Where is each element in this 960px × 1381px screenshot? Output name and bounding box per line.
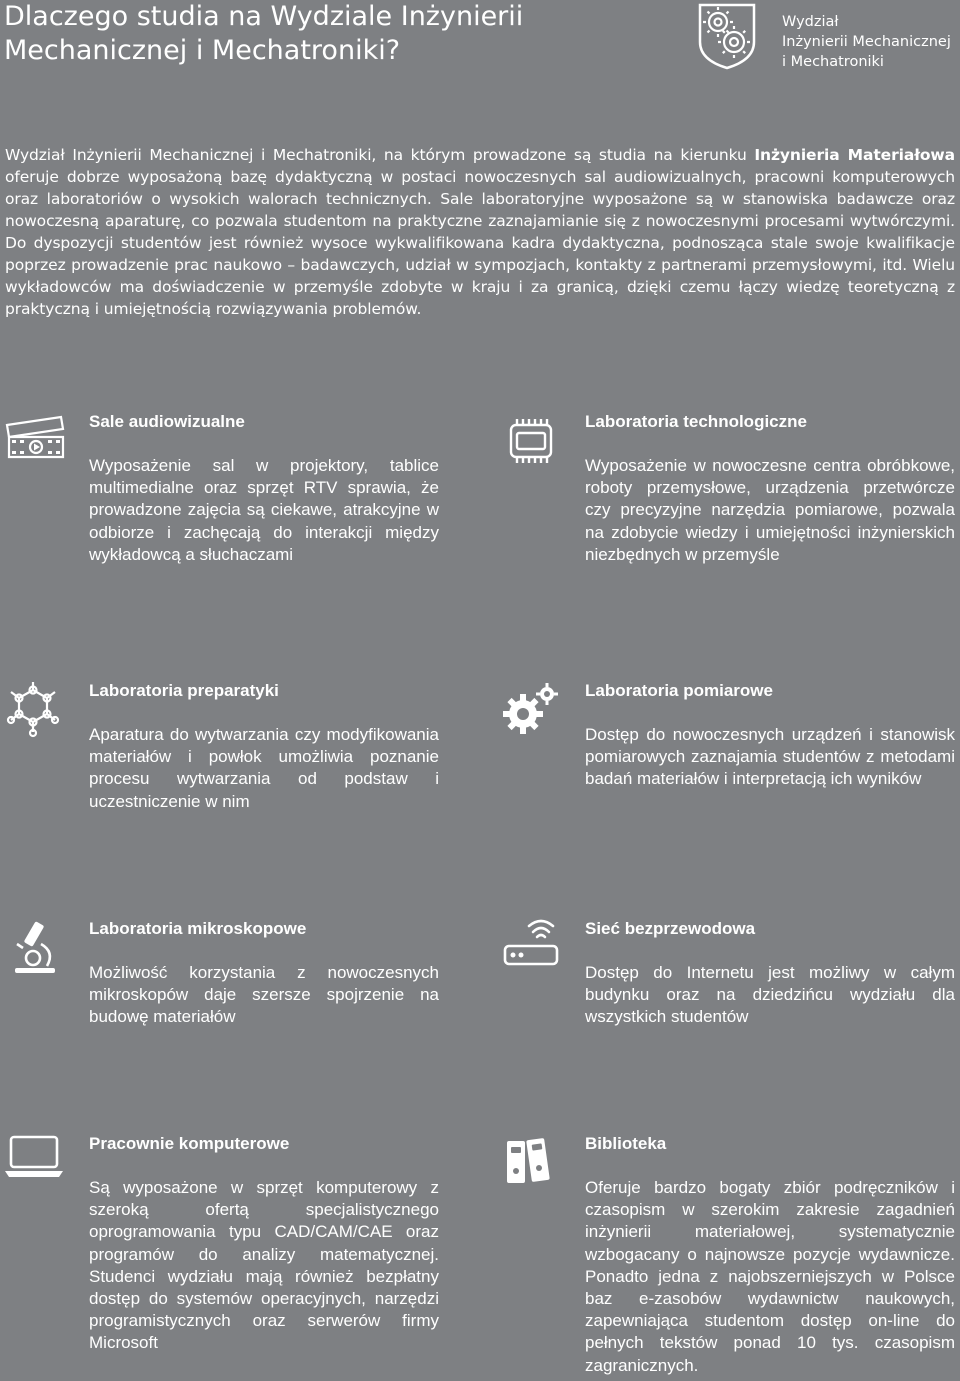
feature-description: Dostęp do nowoczesnych urządzeń i stanowisk pomiarowych zaznajamia studentów z metodami badań materiałów i interpretacją ich wyników xyxy=(585,725,955,789)
intro-text: Wydział Inżynierii Mechanicznej i Mechatroniki, na którym prowadzone są studia na kierunku xyxy=(5,146,755,164)
feature-title: Sieć bezprzewodowa xyxy=(585,919,756,938)
feature-description: Wyposażenie sal w projektory, tablice multimedialne oraz sprzęt RTV sprawia, że prowadzone zajęcia są ciekawe, atrakcyjne w odbiorze i zachęcają do interakcji między wykładowcą a słuchaczami xyxy=(89,456,439,564)
feature-title: Laboratoria mikroskopowe xyxy=(89,919,307,938)
wifi-router-icon xyxy=(499,918,563,978)
film-icon xyxy=(3,411,67,471)
feature-description: Dostęp do Internetu jest możliwy w całym budynku oraz na dziedzińcu wydziału dla wszystkich studentów xyxy=(585,963,955,1027)
logo-line: Inżynierii Mechanicznej xyxy=(782,34,951,50)
intro-paragraph xyxy=(5,144,955,320)
feature-audiovisual xyxy=(89,411,439,566)
page-title: Dlaczego studia na Wydziale Inżynierii Mechanicznej i Mechatroniki? xyxy=(4,1,524,66)
feature-measurement-labs xyxy=(585,680,955,791)
feature-description: Możliwość korzystania z nowoczesnych mikroskopów daje szersze spojrzenie na budowę materiałów xyxy=(89,963,439,1027)
logo-line: Wydział xyxy=(782,14,839,30)
faculty-logo-text xyxy=(782,12,960,72)
intro-bold-program: Inżynieria Materiałowa xyxy=(754,146,955,164)
feature-title: Biblioteka xyxy=(585,1134,667,1153)
feature-description: Aparatura do wytwarzania czy modyfikowania materiałów i powłok umożliwia poznanie procesu wytwarzania od podstaw i uczestniczenie w nim xyxy=(89,725,439,811)
feature-wireless-network xyxy=(585,918,955,1029)
feature-library xyxy=(585,1133,955,1377)
feature-computer-labs xyxy=(89,1133,439,1355)
feature-description: Są wyposażone w sprzęt komputerowy z szeroką ofertą specjalistycznego oprogramowania typu CAD/CAM/CAE oraz programów do analizy matematycznej. Studenci wydziału mają również bezpłatny dostęp do systemów operacyjnych, narzędzi programistycznych oraz serwerów firmy Microsoft xyxy=(89,1178,439,1353)
logo-line: i Mechatroniki xyxy=(782,54,884,70)
feature-technology-labs xyxy=(585,411,955,566)
microscope-icon xyxy=(3,918,67,978)
binders-icon xyxy=(499,1133,563,1193)
molecule-icon xyxy=(3,680,67,740)
gears-icon xyxy=(499,680,563,740)
feature-description: Wyposażenie w nowoczesne centra obróbkowe, roboty przemysłowe, urządzenia przetwórcze czy precyzyjne narzędzia pomiarowe, pozwala na zdobycie wiedzy i umiejętności inżynierskich niezbędnych w przemyśle xyxy=(585,456,955,564)
feature-title: Laboratoria pomiarowe xyxy=(585,681,773,700)
feature-preparation-labs xyxy=(89,680,439,813)
feature-title: Laboratoria technologiczne xyxy=(585,412,807,431)
feature-description: Oferuje bardzo bogaty zbiór podręczników i czasopism w szerokim zakresie zagadnień inżynierii materiałowej, systematycznie wzbogacany o najnowsze pozycje wydawnicze. Ponadto jedna z najobszerniejszych w Polsce baz e-zasobów wydawnictw naukowych, zapewniająca studentom dostęp on-line do pełnych tekstów ponad 10 tys. czasopism zagranicznych. xyxy=(585,1178,955,1375)
feature-title: Sale audiowizualne xyxy=(89,412,245,431)
feature-title: Laboratoria preparatyki xyxy=(89,681,279,700)
feature-microscopy-labs xyxy=(89,918,439,1029)
laptop-icon xyxy=(3,1133,67,1193)
feature-title: Pracownie komputerowe xyxy=(89,1134,290,1153)
chip-icon xyxy=(499,411,563,471)
gears-shield-icon xyxy=(696,2,758,70)
intro-text: oferuje dobrze wyposażoną bazę dydaktyczną w postaci nowoczesnych sal audiowizualnych, pracowni komputerowych oraz laboratoriów o wysokich walorach technicznych. Sale laboratoryjne wyposażone są w stanowiska badawcze oraz nowoczesną aparaturę, co pozwala studentom na praktyczne zaznajamianie się z nowoczesnymi procesami wytwórczymi. Do dyspozycji studentów jest również wysoce wykwalifikowana kadra dydaktyczna, podnosząca stale swoje kwalifikacje poprzez prowadzenie prac naukowo – badawczych, udział w sympozjach, kontakty z partnerami przemysłowymi, itd. Wielu wykładowców ma doświadczenie w przemyśle zdobyte w kraju i za granicą, dzięki czemu łączy wiedzę teoretyczną z praktyczną i umiejętnością rozwiązywania problemów. xyxy=(5,168,955,318)
